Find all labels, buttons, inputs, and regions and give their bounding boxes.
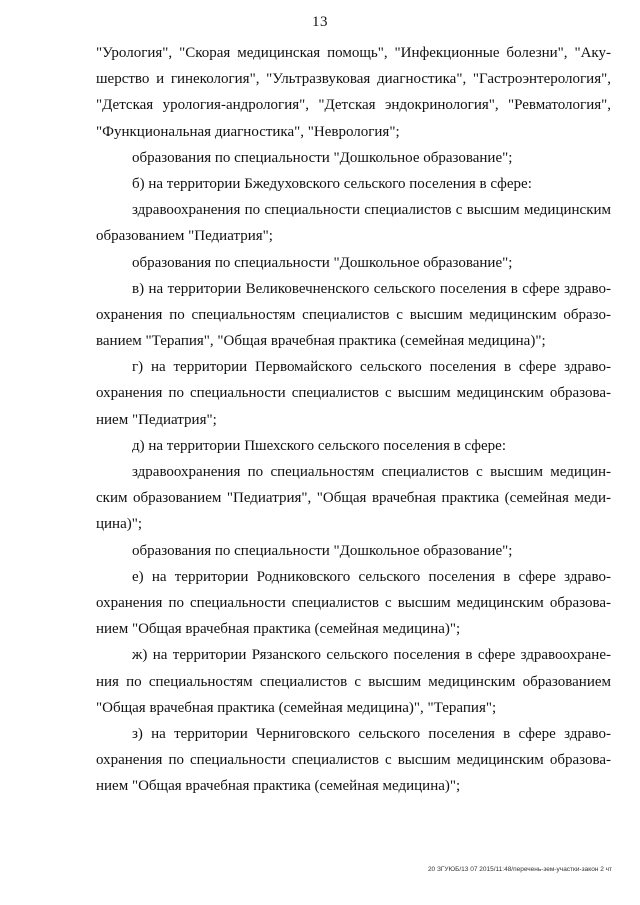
text-line: образования по специальности "Дошкольное образование"; [132, 149, 513, 166]
text-line: здравоохранения по специальностям специалистов с высшим медицин- [132, 464, 611, 480]
text-line: ния по специальностям специалистов с высшим медицинским образованием [96, 673, 611, 690]
footer-file-path: 20 ЗГУЮБ/13 07 2015/11:48/перечень-зем-участки-закон 2 чт [427, 866, 612, 873]
text-line: нием "Общая врачебная практика (семейная медицина)"; [96, 778, 461, 795]
text-line: образованием "Педиатрия"; [96, 228, 273, 245]
text-line: "Детская урология-андрология", "Детская эндокринология", "Ревматология", [96, 97, 611, 114]
text-line: ванием "Терапия", "Общая врачебная практика (семейная медицина)"; [96, 333, 546, 350]
text-line: образования по специальности "Дошкольное образование"; [132, 254, 513, 271]
text-line: образования по специальности "Дошкольное образование"; [132, 542, 513, 559]
text-line: е) на территории Родниковского сельского поселения в сфере здраво- [132, 568, 611, 585]
text-line: "Урология", "Скорая медицинская помощь", "Инфекционные болезни", "Аку- [96, 45, 611, 61]
text-line: ж) на территории Рязанского сельского поселения в сфере здравоохране- [132, 647, 611, 664]
page-number: 13 [312, 14, 328, 30]
text-line: д) на территории Пшехского сельского поселения в сфере: [132, 437, 506, 454]
text-line: "Функциональная диагностика", "Неврология"; [96, 123, 400, 140]
text-line: охранения по специальности специалистов с высшим медицинским образова- [96, 385, 611, 402]
text-line: охранения по специальности специалистов с высшим медицинским образова- [96, 752, 611, 769]
text-line: нием "Общая врачебная практика (семейная медицина)"; [96, 621, 461, 638]
text-line: г) на территории Первомайского сельского поселения в сфере здраво- [132, 359, 611, 376]
text-line: ским образованием "Педиатрия", "Общая врачебная практика (семейная меди- [96, 490, 611, 507]
text-line: охранения по специальностям специалистов с высшим медицинским образо- [96, 306, 611, 323]
text-line: охранения по специальности специалистов с высшим медицинским образова- [96, 594, 611, 611]
document-body [96, 40, 611, 799]
text-line: б) на территории Бжедуховского сельского поселения в сфере: [132, 175, 532, 192]
text-line: здравоохранения по специальности специалистов с высшим медицинским [132, 202, 611, 219]
text-line: нием "Педиатрия"; [96, 411, 217, 428]
text-line: "Общая врачебная практика (семейная медицина)", "Терапия"; [96, 699, 497, 716]
text-line: в) на территории Великовечненского сельского поселения в сфере здраво- [132, 280, 611, 297]
text-line: з) на территории Черниговского сельского поселения в сфере здраво- [132, 725, 611, 742]
text-line: шерство и гинекология", "Ультразвуковая диагностика", "Гастроэнтерология", [96, 71, 611, 88]
text-line: цина)"; [96, 516, 143, 533]
